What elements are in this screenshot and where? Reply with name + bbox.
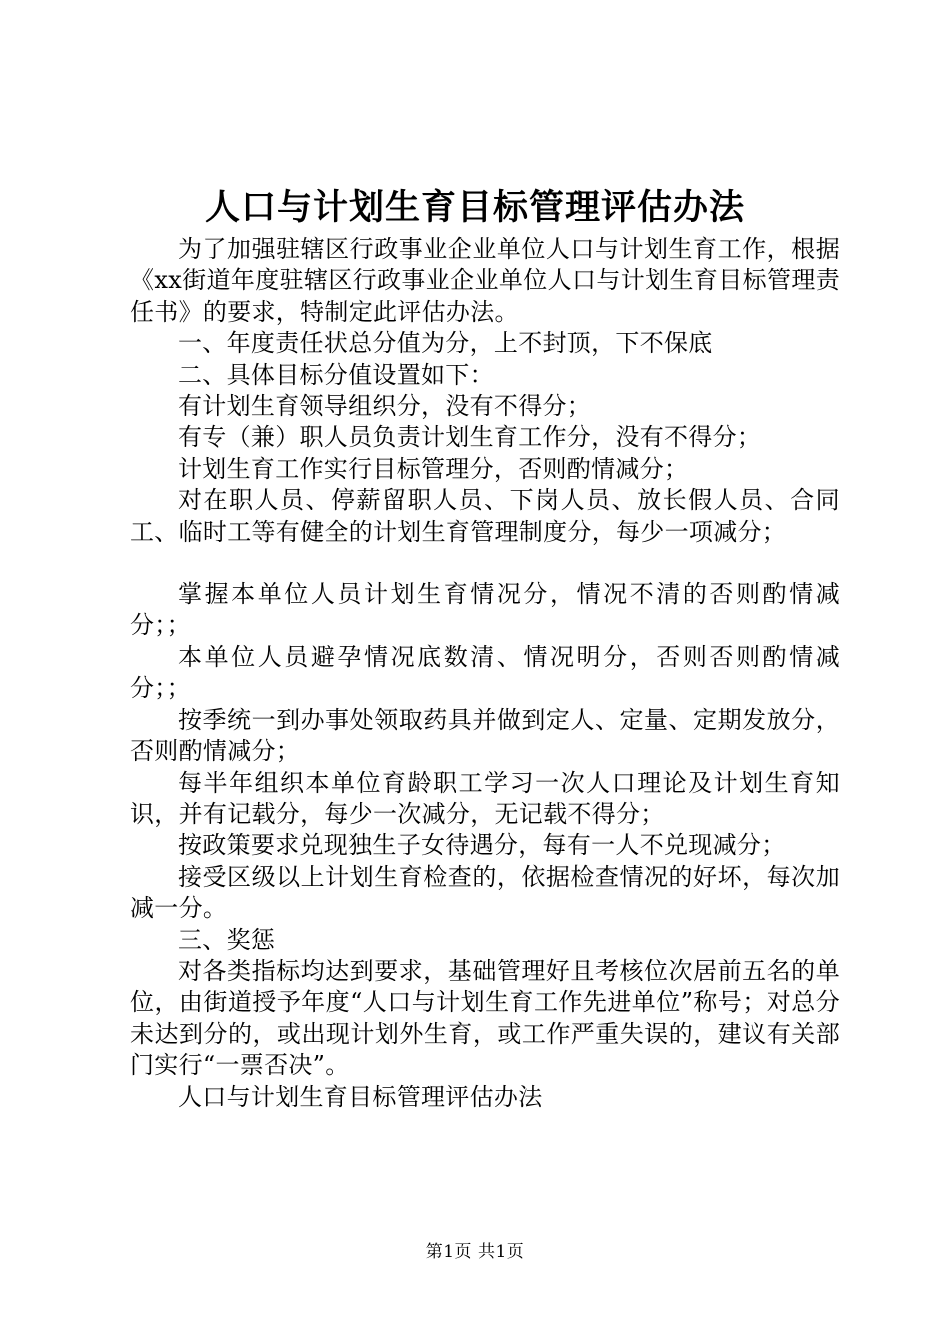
paragraph-item: 每半年组织本单位育龄职工学习一次人口理论及计划生育知识，并有记载分，每少一次减分，无记载不得分； [130,768,840,828]
paragraph-item: 按季统一到办事处领取药具并做到定人、定量、定期发放分，否则酌情减分； [130,705,840,766]
paragraph-intro: 为了加强驻辖区行政事业企业单位人口与计划生育工作，根据《xx街道年度驻辖区行政事业企业单位人口与计划生育目标管理责任书》的要求，特制定此评估办法。 [130,235,840,326]
page-footer: 第1页 共1页 [425,1242,525,1262]
paragraph-item: 有计划生育领导组织分，没有不得分； [178,392,592,421]
document-title: 人口与计划生育目标管理评估办法 [204,187,745,228]
paragraph-closing-title: 人口与计划生育目标管理评估办法 [178,1082,543,1111]
paragraph-section-1: 一、年度责任状总分值为分，上不封顶，下不保底 [178,329,713,358]
paragraph-rewards: 对各类指标均达到要求，基础管理好且考核位次居前五名的单位，由街道授予年度“人口与计划生育工作先进单位”称号；对总分未达到分的，或出现计划外生育，或工作严重失误的，建议有关部门实行“一票否决”。 [130,956,840,1080]
paragraph-item: 掌握本单位人员计划生育情况分，情况不清的否则酌情减分；； [130,580,840,640]
paragraph-section-3: 三、奖惩 [178,925,276,954]
document-body [130,234,840,1113]
paragraph-item: 对在职人员、停薪留职人员、下岗人员、放长假人员、合同工、临时工等有健全的计划生育管理制度分，每少一项减分； [130,486,840,546]
paragraph-item: 有专（兼）职人员负责计划生育工作分，没有不得分； [178,423,762,452]
paragraph-section-2: 二、具体目标分值设置如下： [178,360,494,389]
paragraph-item: 按政策要求兑现独生子女待遇分，每有一人不兑现减分； [178,831,786,860]
paragraph-item: 接受区级以上计划生育检查的，依据检查情况的好坏，每次加减一分。 [130,862,840,923]
paragraph-item: 计划生育工作实行目标管理分，否则酌情减分； [178,454,689,483]
paragraph-item: 本单位人员避孕情况底数清、情况明分，否则否则酌情减分；； [130,642,840,703]
